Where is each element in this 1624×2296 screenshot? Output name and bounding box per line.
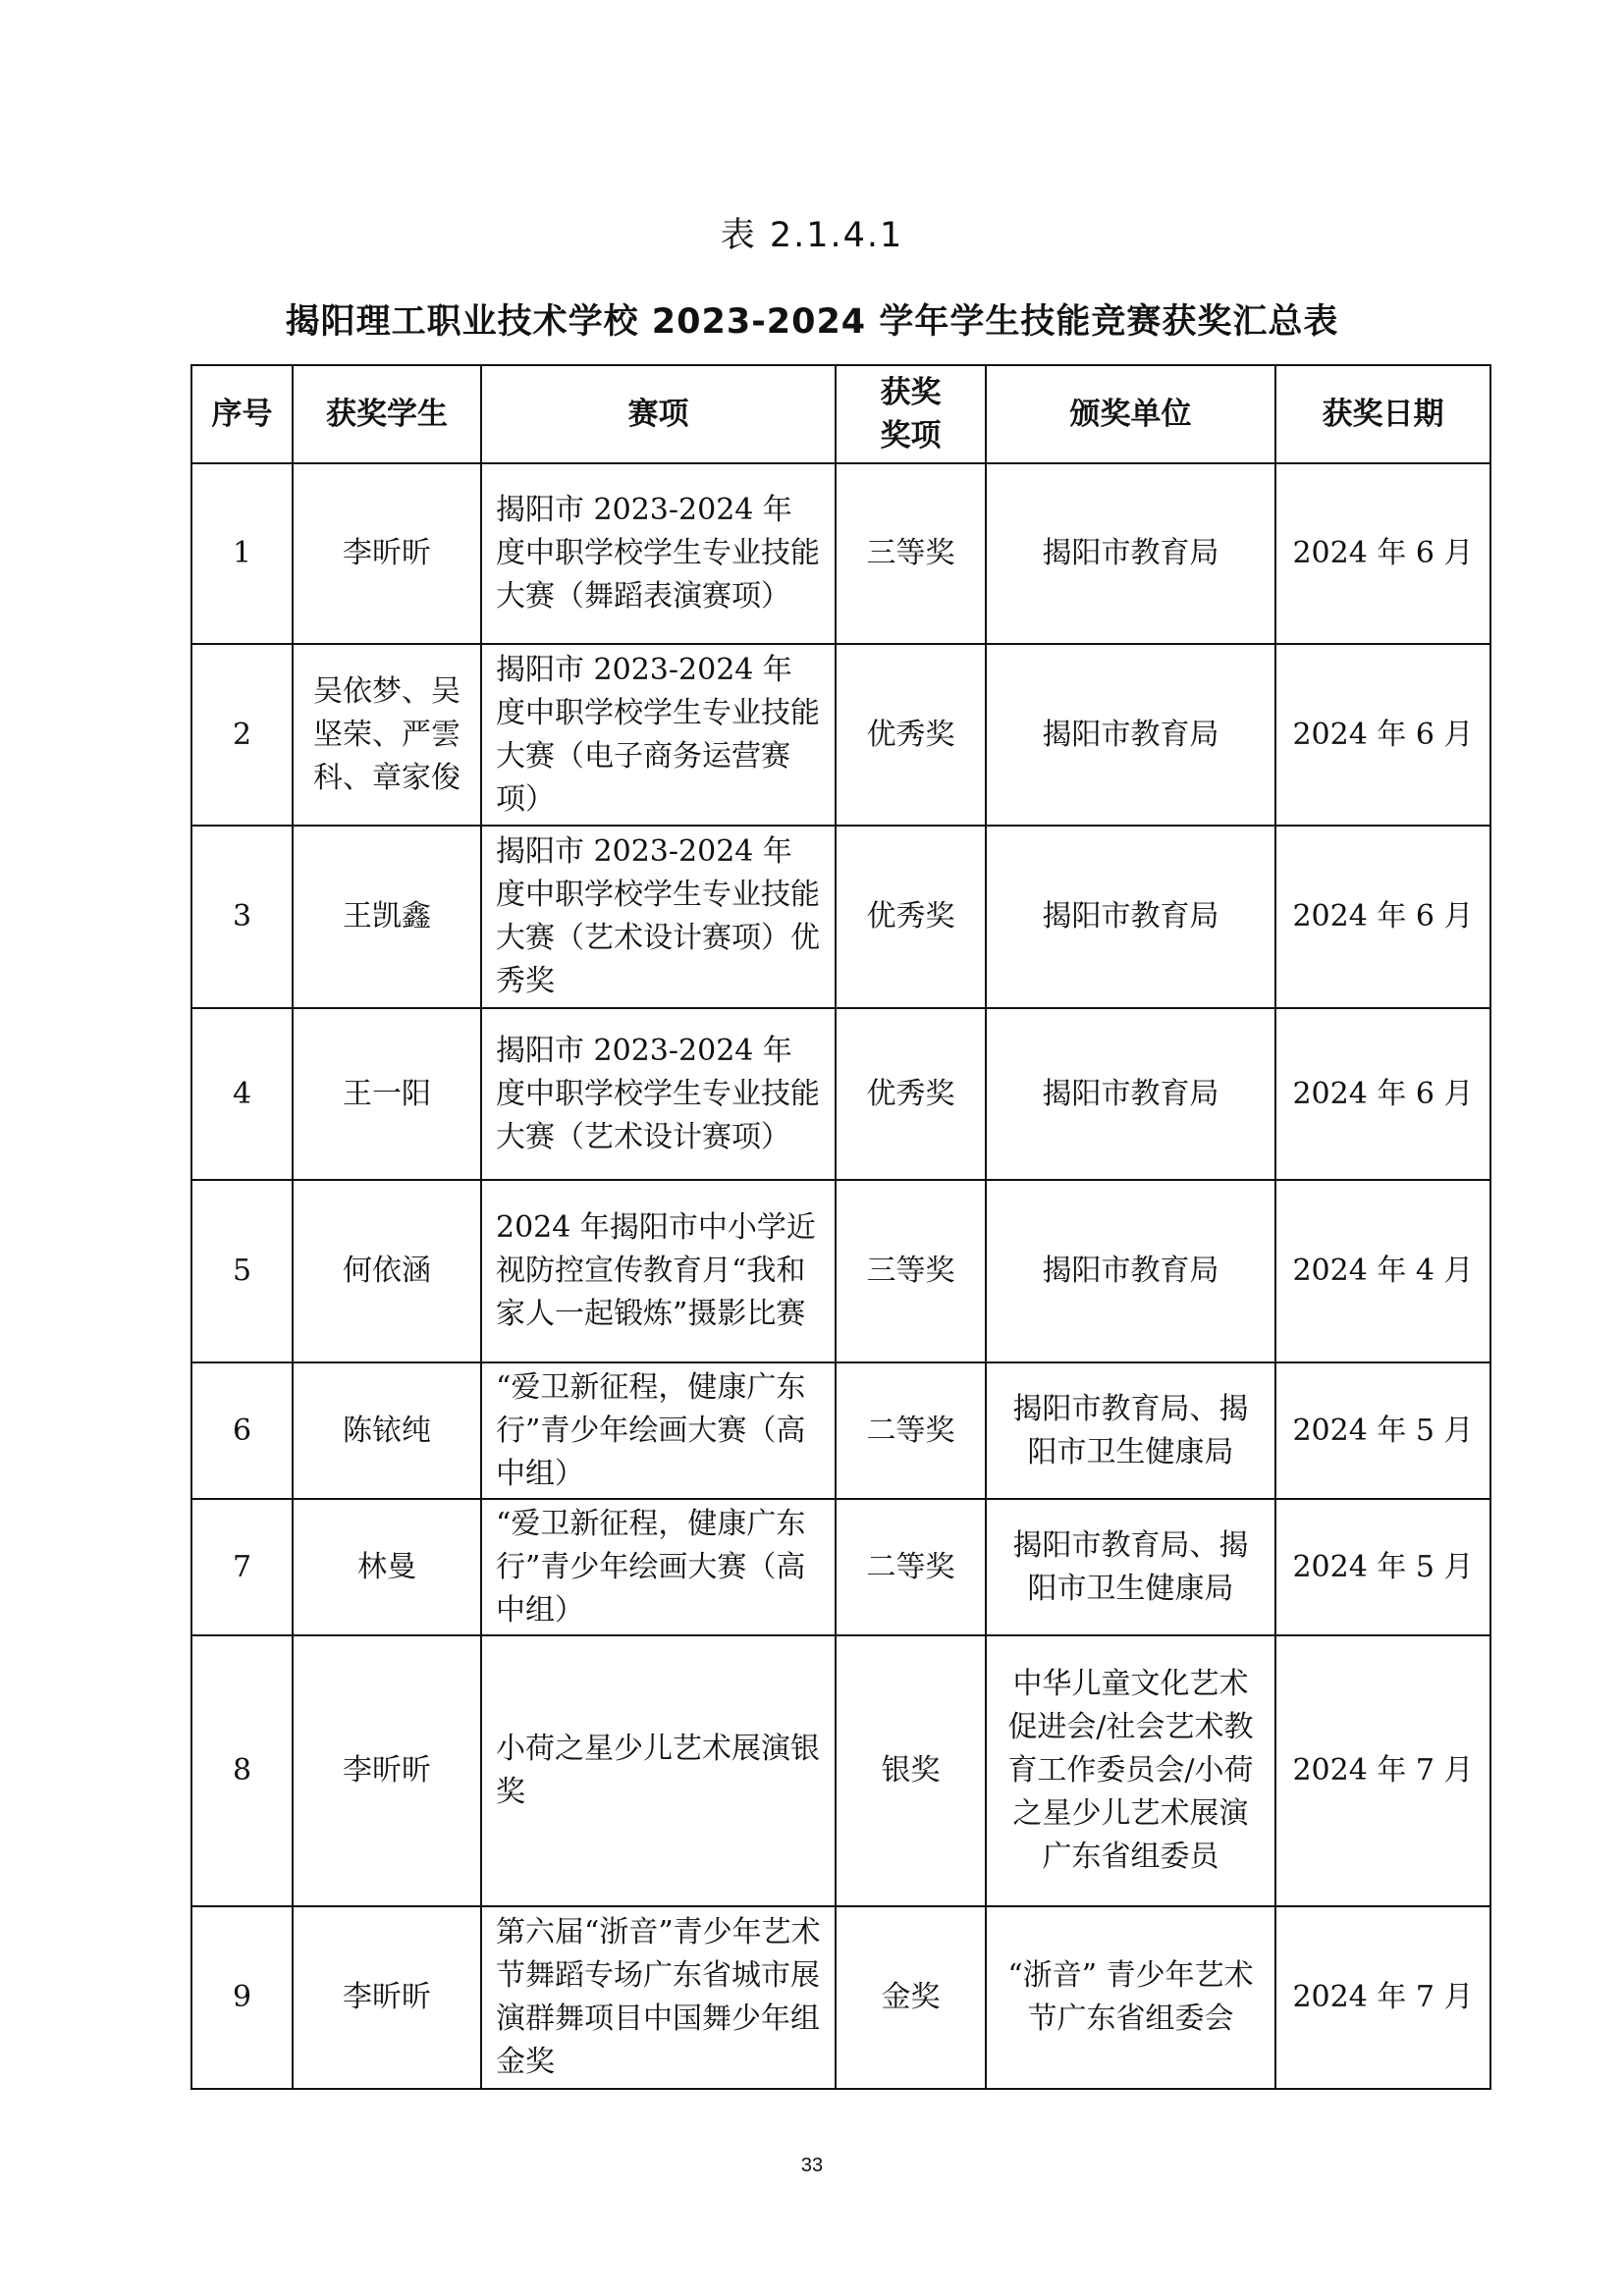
header-event: 赛项 — [481, 365, 836, 463]
row-index: 5 — [191, 1180, 293, 1362]
row-award: 三等奖 — [836, 463, 986, 644]
row-index: 4 — [191, 1008, 293, 1180]
row-issuer: 揭阳市教育局 — [986, 463, 1275, 644]
table-row — [191, 1635, 1490, 1906]
table-row — [191, 1180, 1490, 1362]
row-award: 优秀奖 — [836, 826, 986, 1008]
table-row — [191, 1008, 1490, 1180]
row-issuer: 揭阳市教育局 — [986, 644, 1275, 826]
table-title: 揭阳理工职业技术学校 2023-2024 学年学生技能竞赛获奖汇总表 — [285, 302, 1339, 342]
row-date: 2024 年 6 月 — [1275, 644, 1490, 826]
row-issuer: 揭阳市教育局 — [986, 1180, 1275, 1362]
header-date: 获奖日期 — [1275, 365, 1490, 463]
row-date: 2024 年 5 月 — [1275, 1499, 1490, 1635]
row-students: 王一阳 — [293, 1008, 481, 1180]
row-date: 2024 年 7 月 — [1275, 1635, 1490, 1906]
row-award: 三等奖 — [836, 1180, 986, 1362]
row-award: 金奖 — [836, 1906, 986, 2089]
row-issuer: “浙音” 青少年艺术节广东省组委会 — [986, 1906, 1275, 2089]
table-row — [191, 1499, 1490, 1635]
row-event: 揭阳市 2023-2024 年度中职学校学生专业技能大赛（电子商务运营赛项） — [481, 644, 836, 826]
awards-table — [190, 364, 1491, 2090]
header-students: 获奖学生 — [293, 365, 481, 463]
table-row — [191, 1362, 1490, 1499]
row-issuer: 揭阳市教育局 — [986, 826, 1275, 1008]
row-issuer: 揭阳市教育局、揭阳市卫生健康局 — [986, 1362, 1275, 1499]
row-event: 小荷之星少儿艺术展演银奖 — [481, 1635, 836, 1906]
row-award: 二等奖 — [836, 1499, 986, 1635]
row-index: 1 — [191, 463, 293, 644]
row-index: 6 — [191, 1362, 293, 1499]
row-students: 吴依梦、吴坚荣、严雲科、章家俊 — [293, 644, 481, 826]
row-index: 9 — [191, 1906, 293, 2089]
row-issuer: 揭阳市教育局、揭阳市卫生健康局 — [986, 1499, 1275, 1635]
row-date: 2024 年 4 月 — [1275, 1180, 1490, 1362]
table-row — [191, 826, 1490, 1008]
row-students: 李昕昕 — [293, 463, 481, 644]
table-row — [191, 644, 1490, 826]
row-award: 优秀奖 — [836, 1008, 986, 1180]
row-date: 2024 年 7 月 — [1275, 1906, 1490, 2089]
row-date: 2024 年 6 月 — [1275, 826, 1490, 1008]
row-date: 2024 年 5 月 — [1275, 1362, 1490, 1499]
row-event: 揭阳市 2023-2024 年度中职学校学生专业技能大赛（艺术设计赛项）优秀奖 — [481, 826, 836, 1008]
table-header-row — [191, 365, 1490, 463]
row-event: 揭阳市 2023-2024 年度中职学校学生专业技能大赛（艺术设计赛项） — [481, 1008, 836, 1180]
row-issuer: 揭阳市教育局 — [986, 1008, 1275, 1180]
row-issuer: 中华儿童文化艺术促进会/社会艺术教育工作委员会/小荷之星少儿艺术展演广东省组委员 — [986, 1635, 1275, 1906]
row-students: 何依涵 — [293, 1180, 481, 1362]
header-issuer: 颁奖单位 — [986, 365, 1275, 463]
table-row — [191, 463, 1490, 644]
row-event: 2024 年揭阳市中小学近视防控宣传教育月“我和家人一起锻炼”摄影比赛 — [481, 1180, 836, 1362]
row-index: 7 — [191, 1499, 293, 1635]
table-number: 表 2.1.4.1 — [720, 216, 904, 255]
row-students: 陈铱纯 — [293, 1362, 481, 1499]
row-event: 揭阳市 2023-2024 年度中职学校学生专业技能大赛（舞蹈表演赛项） — [481, 463, 836, 644]
table-row — [191, 1906, 1490, 2089]
row-index: 8 — [191, 1635, 293, 1906]
row-students: 王凯鑫 — [293, 826, 481, 1008]
row-award: 二等奖 — [836, 1362, 986, 1499]
row-students: 林曼 — [293, 1499, 481, 1635]
row-event: “爱卫新征程，健康广东行”青少年绘画大赛（高中组） — [481, 1362, 836, 1499]
page-number: 33 — [800, 2155, 824, 2176]
row-date: 2024 年 6 月 — [1275, 1008, 1490, 1180]
row-students: 李昕昕 — [293, 1906, 481, 2089]
row-event: “爱卫新征程，健康广东行”青少年绘画大赛（高中组） — [481, 1499, 836, 1635]
row-students: 李昕昕 — [293, 1635, 481, 1906]
header-award: 获奖 奖项 — [836, 365, 986, 463]
row-award: 银奖 — [836, 1635, 986, 1906]
row-event: 第六届“浙音”青少年艺术节舞蹈专场广东省城市展演群舞项目中国舞少年组金奖 — [481, 1906, 836, 2089]
row-index: 3 — [191, 826, 293, 1008]
row-award: 优秀奖 — [836, 644, 986, 826]
row-date: 2024 年 6 月 — [1275, 463, 1490, 644]
row-index: 2 — [191, 644, 293, 826]
header-index: 序号 — [191, 365, 293, 463]
